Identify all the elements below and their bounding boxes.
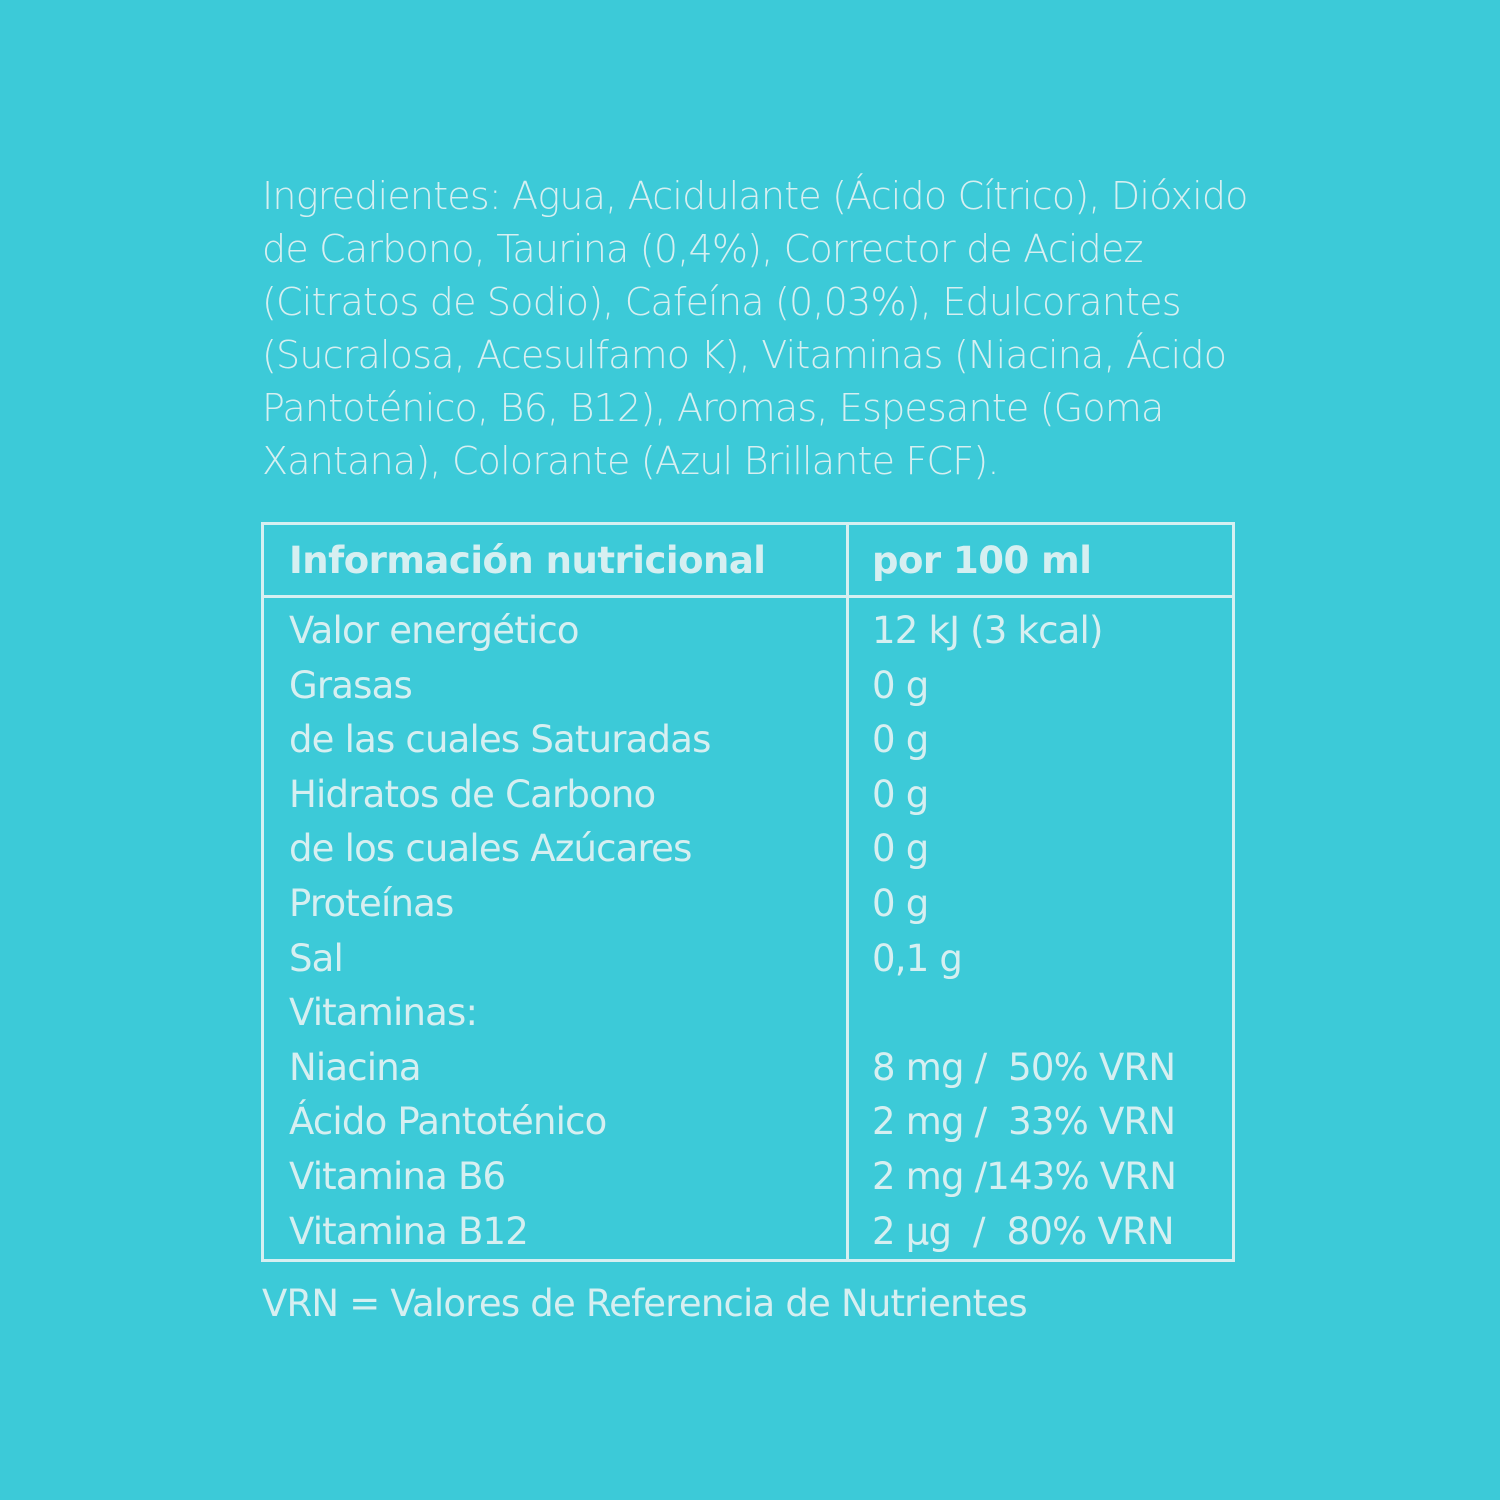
row-value: 0,1 g bbox=[872, 936, 963, 980]
row-value: 8 mg / 50% VRN bbox=[872, 1045, 1176, 1089]
row-label: Vitamina B12 bbox=[289, 1209, 529, 1253]
header-divider bbox=[264, 595, 1232, 598]
table-row bbox=[264, 773, 1232, 828]
row-label: Grasas bbox=[289, 663, 412, 707]
row-label: Proteínas bbox=[289, 881, 454, 925]
ingredients-text bbox=[262, 170, 1252, 488]
table-row bbox=[264, 1155, 1232, 1210]
row-label: Niacina bbox=[289, 1045, 421, 1089]
table-row bbox=[264, 609, 1232, 664]
table-row bbox=[264, 1100, 1232, 1155]
ingredients-line: Xantana), Colorante (Azul Brillante FCF). bbox=[262, 439, 999, 483]
row-value: 2 µg / 80% VRN bbox=[872, 1209, 1174, 1253]
row-value: 0 g bbox=[872, 718, 929, 762]
vrn-footnote: VRN = Valores de Referencia de Nutrientes bbox=[262, 1282, 1027, 1325]
table-row bbox=[264, 718, 1232, 773]
table-row bbox=[264, 1046, 1232, 1101]
ingredients-line: (Citratos de Sodio), Cafeína (0,03%), Edulcorantes bbox=[262, 280, 1181, 324]
nutrition-table bbox=[261, 522, 1235, 1262]
row-value: 0 g bbox=[872, 881, 929, 925]
row-label: Vitaminas: bbox=[289, 991, 478, 1035]
row-label: Sal bbox=[289, 936, 344, 980]
table-row bbox=[264, 664, 1232, 719]
row-value: 0 g bbox=[872, 663, 929, 707]
row-value: 0 g bbox=[872, 772, 929, 816]
row-label: Valor energético bbox=[289, 609, 579, 652]
row-label: Vitamina B6 bbox=[289, 1154, 506, 1198]
nutrition-rows bbox=[264, 609, 1232, 1264]
row-value: 0 g bbox=[872, 827, 929, 871]
row-value: 2 mg / 33% VRN bbox=[872, 1100, 1176, 1144]
ingredients-line: Ingredientes: Agua, Acidulante (Ácido Cítrico), Dióxido bbox=[262, 174, 1248, 218]
row-value: 2 mg /143% VRN bbox=[872, 1154, 1177, 1198]
table-row bbox=[264, 882, 1232, 937]
row-label: de las cuales Saturadas bbox=[289, 718, 711, 762]
table-row bbox=[264, 827, 1232, 882]
header-per-100ml: por 100 ml bbox=[872, 539, 1092, 582]
ingredients-line: Pantoténico, B6, B12), Aromas, Espesante (Goma bbox=[262, 386, 1164, 430]
row-value: 12 kJ (3 kcal) bbox=[872, 609, 1103, 652]
header-nutrition-info: Información nutricional bbox=[289, 539, 766, 582]
ingredients-line: de Carbono, Taurina (0,4%), Corrector de Acidez bbox=[262, 227, 1143, 271]
row-label: Hidratos de Carbono bbox=[289, 772, 656, 816]
table-row bbox=[264, 1210, 1232, 1265]
row-label: Ácido Pantoténico bbox=[289, 1100, 607, 1144]
table-row bbox=[264, 991, 1232, 1046]
ingredients-line: (Sucralosa, Acesulfamo K), Vitaminas (Niacina, Ácido bbox=[262, 333, 1227, 377]
table-row bbox=[264, 937, 1232, 992]
row-label: de los cuales Azúcares bbox=[289, 827, 692, 871]
